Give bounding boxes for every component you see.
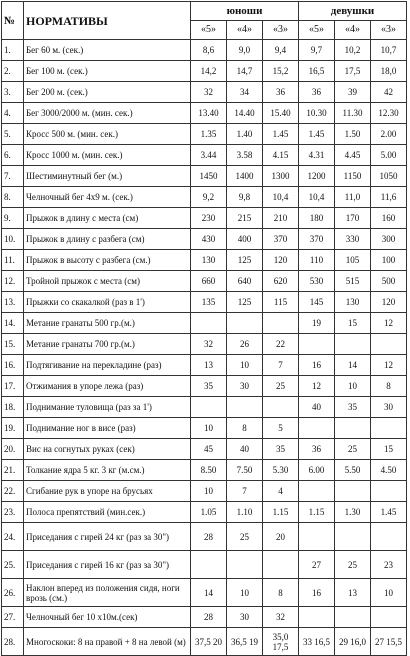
boys-value: 40	[227, 439, 263, 460]
girls-value	[371, 418, 407, 439]
girls-value: 100	[371, 250, 407, 271]
boys-value: 14,2	[191, 61, 227, 82]
girls-value	[335, 481, 371, 502]
boys-value	[191, 551, 227, 579]
boys-value: 5.30	[263, 460, 299, 481]
boys-value: 35,0 17,5	[263, 628, 299, 656]
boys-value: 34	[227, 82, 263, 103]
boys-value: 135	[191, 292, 227, 313]
boys-value	[263, 313, 299, 334]
girls-value: 9,7	[299, 40, 335, 61]
girls-value: 5.00	[371, 145, 407, 166]
header-num: №	[2, 2, 24, 40]
boys-value: 25	[263, 376, 299, 397]
boys-value: 14.40	[227, 103, 263, 124]
row-number: 12.	[2, 271, 24, 292]
girls-value: 12	[371, 355, 407, 376]
norm-name: Многоскоки: 8 на правой + 8 на левой (м)	[24, 628, 191, 656]
girls-value: 10.30	[299, 103, 335, 124]
girls-value: 530	[299, 271, 335, 292]
boys-value: 37,5 20	[191, 628, 227, 656]
boys-value: 26	[227, 334, 263, 355]
norm-name: Прыжок в длину с места (см)	[24, 208, 191, 229]
norm-name: Кросс 1000 м. (мин. сек.)	[24, 145, 191, 166]
boys-value	[191, 313, 227, 334]
boys-value: 640	[227, 271, 263, 292]
boys-value: 22	[263, 334, 299, 355]
table-row	[2, 439, 407, 460]
table-row	[2, 334, 407, 355]
norm-name: Прыжок в длину с разбега (см)	[24, 229, 191, 250]
boys-value: 15,2	[263, 61, 299, 82]
girls-value	[371, 523, 407, 551]
girls-value: 42	[371, 82, 407, 103]
girls-value: 33 16,5	[299, 628, 335, 656]
boys-value	[191, 397, 227, 418]
norm-name: Челночный бег 10 х10м.(сек)	[24, 607, 191, 628]
girls-value: 12.30	[371, 103, 407, 124]
row-number: 9.	[2, 208, 24, 229]
header-row-top	[2, 2, 407, 21]
row-number: 27.	[2, 607, 24, 628]
boys-value: 4	[263, 481, 299, 502]
boys-value: 14,7	[227, 61, 263, 82]
table-row	[2, 579, 407, 607]
girls-value: 4.50	[371, 460, 407, 481]
row-number: 6.	[2, 145, 24, 166]
norm-name: Прыжки со скакалкой (раз в 1')	[24, 292, 191, 313]
grade-girls-4: «4»	[335, 21, 371, 40]
boys-value: 430	[191, 229, 227, 250]
boys-value: 28	[191, 607, 227, 628]
boys-value: 125	[227, 250, 263, 271]
boys-value: 1.05	[191, 502, 227, 523]
girls-value: 10,7	[371, 40, 407, 61]
norm-name: Метание гранаты 700 гр.(м.)	[24, 334, 191, 355]
table-row	[2, 187, 407, 208]
boys-value: 1.15	[263, 502, 299, 523]
norm-name: Приседания с гирей 24 кг (раз за 30")	[24, 523, 191, 551]
girls-value: 120	[371, 292, 407, 313]
girls-value: 17,5	[335, 61, 371, 82]
girls-value: 6.00	[299, 460, 335, 481]
header-title: НОРМАТИВЫ	[24, 2, 191, 40]
boys-value: 32	[263, 607, 299, 628]
girls-value: 515	[335, 271, 371, 292]
boys-value: 1.45	[263, 124, 299, 145]
table-row	[2, 208, 407, 229]
boys-value: 32	[191, 82, 227, 103]
boys-value: 3.44	[191, 145, 227, 166]
girls-value: 370	[299, 229, 335, 250]
girls-value: 130	[335, 292, 371, 313]
boys-value: 35	[191, 376, 227, 397]
boys-value: 10	[227, 579, 263, 607]
table-row	[2, 460, 407, 481]
norm-name: Шестиминутный бег (м.)	[24, 166, 191, 187]
girls-value: 1050	[371, 166, 407, 187]
girls-value: 160	[371, 208, 407, 229]
girls-value: 11,0	[335, 187, 371, 208]
girls-value: 5.50	[335, 460, 371, 481]
row-number: 8.	[2, 187, 24, 208]
boys-value: 1.40	[227, 124, 263, 145]
table-row	[2, 355, 407, 376]
boys-value: 36	[263, 82, 299, 103]
girls-value: 15	[335, 313, 371, 334]
girls-value	[299, 523, 335, 551]
boys-value: 28	[191, 523, 227, 551]
header-boys: юноши	[191, 2, 299, 21]
girls-value: 2.00	[371, 124, 407, 145]
girls-value	[371, 607, 407, 628]
girls-value: 11.30	[335, 103, 371, 124]
boys-value: 370	[263, 229, 299, 250]
table-row	[2, 376, 407, 397]
boys-value: 30	[227, 376, 263, 397]
girls-value: 12	[371, 313, 407, 334]
girls-value	[335, 418, 371, 439]
girls-value	[299, 481, 335, 502]
girls-value	[335, 607, 371, 628]
boys-value: 230	[191, 208, 227, 229]
norm-name: Метание гранаты 500 гр.(м.)	[24, 313, 191, 334]
boys-value: 7	[227, 481, 263, 502]
girls-value: 180	[299, 208, 335, 229]
boys-value: 45	[191, 439, 227, 460]
row-number: 26.	[2, 579, 24, 607]
table-row	[2, 103, 407, 124]
girls-value: 13	[335, 579, 371, 607]
table-row	[2, 40, 407, 61]
norm-name: Тройной прыжок с места (см)	[24, 271, 191, 292]
boys-value: 25	[227, 523, 263, 551]
row-number: 14.	[2, 313, 24, 334]
boys-value: 5	[263, 418, 299, 439]
boys-value: 1.10	[227, 502, 263, 523]
row-number: 25.	[2, 551, 24, 579]
boys-value: 20	[263, 523, 299, 551]
row-number: 20.	[2, 439, 24, 460]
row-number: 19.	[2, 418, 24, 439]
row-number: 17.	[2, 376, 24, 397]
girls-value: 11,6	[371, 187, 407, 208]
boys-value: 13.40	[191, 103, 227, 124]
boys-value: 4.15	[263, 145, 299, 166]
boys-value: 7	[263, 355, 299, 376]
table-row	[2, 551, 407, 579]
girls-value: 10,4	[299, 187, 335, 208]
girls-value: 330	[335, 229, 371, 250]
girls-value: 23	[371, 551, 407, 579]
norm-name: Приседания с гирей 16 кг (раз за 30")	[24, 551, 191, 579]
norm-name: Поднимание ног в висе (раз)	[24, 418, 191, 439]
norm-name: Наклон вперед из положения сидя, ноги врозь (см.)	[24, 579, 191, 607]
boys-value: 7.50	[227, 460, 263, 481]
row-number: 4.	[2, 103, 24, 124]
row-number: 24.	[2, 523, 24, 551]
girls-value: 1.45	[299, 124, 335, 145]
row-number: 3.	[2, 82, 24, 103]
girls-value: 1.30	[335, 502, 371, 523]
girls-value: 105	[335, 250, 371, 271]
norm-name: Отжимания в упоре лежа (раз)	[24, 376, 191, 397]
girls-value: 145	[299, 292, 335, 313]
norm-name: Бег 60 м. (сек.)	[24, 40, 191, 61]
boys-value: 32	[191, 334, 227, 355]
girls-value	[371, 481, 407, 502]
norm-name: Полоса препятствий (мин.сек.)	[24, 502, 191, 523]
boys-value: 1400	[227, 166, 263, 187]
row-number: 15.	[2, 334, 24, 355]
boys-value: 10,4	[263, 187, 299, 208]
boys-value	[263, 551, 299, 579]
girls-value	[335, 334, 371, 355]
girls-value: 30	[371, 397, 407, 418]
girls-value: 110	[299, 250, 335, 271]
girls-value: 15	[371, 439, 407, 460]
boys-value: 30	[227, 607, 263, 628]
boys-value: 115	[263, 292, 299, 313]
norm-name: Подтягивание на перекладине (раз)	[24, 355, 191, 376]
girls-value	[371, 334, 407, 355]
girls-value: 8	[371, 376, 407, 397]
boys-value	[263, 397, 299, 418]
boys-value: 8	[227, 418, 263, 439]
girls-value: 40	[299, 397, 335, 418]
row-number: 2.	[2, 61, 24, 82]
boys-value: 14	[191, 579, 227, 607]
girls-value	[299, 334, 335, 355]
girls-value: 19	[299, 313, 335, 334]
boys-value: 35	[263, 439, 299, 460]
boys-value	[227, 397, 263, 418]
row-number: 23.	[2, 502, 24, 523]
row-number: 18.	[2, 397, 24, 418]
girls-value: 16	[299, 355, 335, 376]
boys-value: 120	[263, 250, 299, 271]
boys-value: 8,6	[191, 40, 227, 61]
girls-value: 500	[371, 271, 407, 292]
girls-value: 35	[335, 397, 371, 418]
girls-value: 18,0	[371, 61, 407, 82]
boys-value: 10	[191, 481, 227, 502]
boys-value: 13	[191, 355, 227, 376]
boys-value: 10	[227, 355, 263, 376]
table-row	[2, 502, 407, 523]
table-row	[2, 523, 407, 551]
header-girls: девушки	[299, 2, 407, 21]
boys-value: 9,2	[191, 187, 227, 208]
grade-boys-5: «5»	[191, 21, 227, 40]
girls-value: 36	[299, 82, 335, 103]
grade-girls-3: «3»	[371, 21, 407, 40]
girls-value: 29 16,0	[335, 628, 371, 656]
boys-value	[227, 551, 263, 579]
table-row	[2, 313, 407, 334]
boys-value: 15.40	[263, 103, 299, 124]
table-row	[2, 61, 407, 82]
boys-value: 620	[263, 271, 299, 292]
boys-value: 36,5 19	[227, 628, 263, 656]
table-row	[2, 271, 407, 292]
boys-value: 10	[191, 418, 227, 439]
row-number: 13.	[2, 292, 24, 313]
girls-value: 14	[335, 355, 371, 376]
row-number: 5.	[2, 124, 24, 145]
row-number: 16.	[2, 355, 24, 376]
table-row	[2, 607, 407, 628]
table-row	[2, 481, 407, 502]
table-row	[2, 250, 407, 271]
boys-value: 125	[227, 292, 263, 313]
girls-value: 10	[371, 579, 407, 607]
girls-value: 25	[335, 551, 371, 579]
boys-value: 9,0	[227, 40, 263, 61]
table-row	[2, 82, 407, 103]
table-row	[2, 397, 407, 418]
grade-girls-5: «5»	[299, 21, 335, 40]
norm-name: Челночный бег 4х9 м. (сек.)	[24, 187, 191, 208]
grade-boys-3: «3»	[263, 21, 299, 40]
table-row	[2, 124, 407, 145]
table-row	[2, 292, 407, 313]
girls-value: 170	[335, 208, 371, 229]
girls-value: 25	[335, 439, 371, 460]
girls-value: 39	[335, 82, 371, 103]
boys-value: 400	[227, 229, 263, 250]
table-row	[2, 166, 407, 187]
girls-value: 36	[299, 439, 335, 460]
girls-value	[299, 607, 335, 628]
norm-name: Бег 100 м. (сек.)	[24, 61, 191, 82]
norm-name: Бег 200 м. (сек.)	[24, 82, 191, 103]
row-number: 22.	[2, 481, 24, 502]
norms-body	[2, 40, 407, 656]
row-number: 21.	[2, 460, 24, 481]
norm-name: Кросс 500 м. (мин. сек.)	[24, 124, 191, 145]
row-number: 1.	[2, 40, 24, 61]
table-row	[2, 145, 407, 166]
row-number: 10.	[2, 229, 24, 250]
boys-value: 9,8	[227, 187, 263, 208]
boys-value: 8.50	[191, 460, 227, 481]
table-row	[2, 229, 407, 250]
norm-name: Бег 3000/2000 м. (мин. сек.)	[24, 103, 191, 124]
girls-value: 27 15,5	[371, 628, 407, 656]
row-number: 11.	[2, 250, 24, 271]
girls-value: 1.15	[299, 502, 335, 523]
norms-table	[1, 1, 407, 656]
girls-value: 300	[371, 229, 407, 250]
norm-name: Сгибание рук в упоре на брусьях	[24, 481, 191, 502]
girls-value: 10	[335, 376, 371, 397]
girls-value: 4.45	[335, 145, 371, 166]
girls-value: 12	[299, 376, 335, 397]
grade-boys-4: «4»	[227, 21, 263, 40]
girls-value: 16,5	[299, 61, 335, 82]
table-row	[2, 418, 407, 439]
girls-value: 1.45	[371, 502, 407, 523]
boys-value: 1.35	[191, 124, 227, 145]
boys-value: 130	[191, 250, 227, 271]
norm-name: Вис на согнутых руках (сек)	[24, 439, 191, 460]
norm-name: Прыжок в высоту с разбега (см.)	[24, 250, 191, 271]
girls-value: 1150	[335, 166, 371, 187]
boys-value: 660	[191, 271, 227, 292]
row-number: 7.	[2, 166, 24, 187]
boys-value	[227, 313, 263, 334]
girls-value: 4.31	[299, 145, 335, 166]
girls-value: 10,2	[335, 40, 371, 61]
row-number: 28.	[2, 628, 24, 656]
girls-value	[299, 418, 335, 439]
girls-value: 1.50	[335, 124, 371, 145]
norm-name: Поднимание туловища (раз за 1')	[24, 397, 191, 418]
boys-value: 3.58	[227, 145, 263, 166]
boys-value: 8	[263, 579, 299, 607]
girls-value: 16	[299, 579, 335, 607]
boys-value: 1300	[263, 166, 299, 187]
girls-value: 27	[299, 551, 335, 579]
norm-name: Толкание ядра 5 кг. 3 кг (м.см.)	[24, 460, 191, 481]
boys-value: 9,4	[263, 40, 299, 61]
boys-value: 215	[227, 208, 263, 229]
girls-value: 1200	[299, 166, 335, 187]
boys-value: 210	[263, 208, 299, 229]
table-row	[2, 628, 407, 656]
boys-value: 1450	[191, 166, 227, 187]
girls-value	[335, 523, 371, 551]
